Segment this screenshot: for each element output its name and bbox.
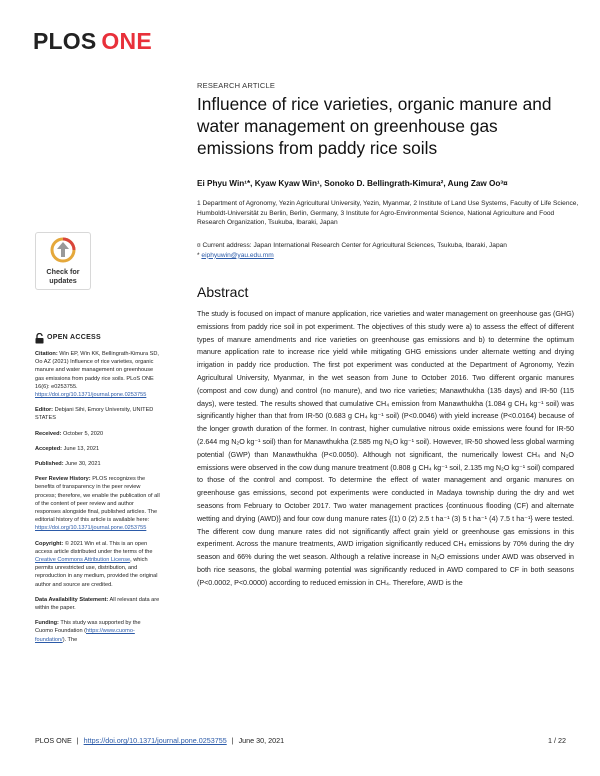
abstract-text: The study is focused on impact of manure application, rice varieties and water management on greenhouse gas (GHG) emissions from paddy rice soil in pot experiment. The objectives of this study were a) to assess the effect of different types of manure amendments and rice varieties on greenhouse gas emissions and b) to determine the optimum manure application rate to increase rice yield while mitigating GHG emissions under alternate wetting and drying irrigation in paddy rice production. The first pot experiment was conducted at the Department of Agronomy, Yezin Agricultural University, Myanmar, in the wet season from June to October 2016. Two different organic manures (compost and cow dung) and control (no manure), and two rice varieties; Manawthukha (135 days) and IR-50 (115 days), were tested. The results showed that cumulative CH₄ emission from Manawthukha (1.084 g CH₄ kg⁻¹ soil) was significantly higher than that from IR-50 (0.683 g CH₄ kg⁻¹ soil) (P<0.0046) with yield increase (P<0.0164) because of the longer growth duration of the former. In contrast, higher cumulative nitrous oxide emissions were found for IR-50 (2.644 mg N₂O kg⁻¹ soil) than for Manawthukha (2.585 mg N₂O kg⁻¹ soil). However, IR-50 showed less global warming potential (GWP) than Manawthukha (P<0.0050). Although not significant, the numerically lowest CH₄ and N₂O emissions were observed in the cow dung manure treatment (0.808 g CH₄ kg⁻¹ soil, 2.135 mg N₂O kg⁻¹ soil) compared to those of the control and compost. To determine the effect of water management and organic manures on greenhouse gas emissions, second pot experiments were conducted in Madaya township during the dry and wet seasons from February to October 2017. Two water management practices {continuous flooding (CF) and alternate wetting and drying (AWD)} and four cow dung manure rates {(1) 0 (2) 2.5 t ha⁻¹ (3) 5 t ha⁻¹ (4) 7.5 t ha⁻¹} were tested. The different cow dung manure rates did not significantly affect grain yield or greenhouse gas emissions in this experiment. Across the manure treatments, AWD irrigation significantly reduced CH₄ emissions by 70% during the dry season and 66% during the wet season. Although a relative increase in N₂O emissions under AWD was observed in both rice seasons, the global warming potential was significantly reduced in AWD compared to CF in both seasons (P<0.0002, P<0.0000) according to reduced emission in CH₄. Therefore, AWD is the [197, 310, 574, 587]
citation-text: Win EP, Win KK, Bellingrath-Kimura SD, Oo AZ (2021) Influence of rice varieties, organic manure and water management on greenhouse gas emissions from paddy rice soils. PLoS ONE 16(6): e0253755. [35, 351, 159, 390]
editor-block [35, 406, 160, 422]
open-access-row [35, 333, 160, 344]
received-label: Received: [35, 430, 62, 437]
article-type: RESEARCH ARTICLE [197, 81, 276, 90]
current-address [197, 241, 582, 260]
abstract-heading: Abstract [197, 284, 249, 300]
received-date: October 5, 2020 [63, 430, 104, 437]
author-list[interactable]: Ei Phyu Win¹*, Kyaw Kyaw Win¹, Sonoko D. Bellingrath-Kimura², Aung Zaw Oo³¤ [197, 179, 508, 188]
accepted-label: Accepted: [35, 445, 63, 452]
peer-review-label: Peer Review History: [35, 476, 91, 483]
received-block [35, 430, 160, 438]
journal-logo [33, 28, 152, 55]
citation-label: Citation: [35, 351, 58, 357]
footer-doi-link[interactable]: https://doi.org/10.1371/journal.pone.0253755 [83, 736, 227, 745]
license-link[interactable]: Creative Commons Attribution License [35, 557, 131, 564]
affiliations: 1 Department of Agronomy, Yezin Agricultural University, Yezin, Myanmar, 2 Institute of Land Use Systems, Faculty of Life Science, Humboldt-Universität zu Berlin, Berlin, Germany, 3 Institute for Agro-Environmental Science, National Agriculture and Food Research Organization, Tsukuba, Ibaraki, Japan [197, 200, 579, 227]
accepted-block [35, 445, 160, 453]
page-footer [35, 736, 566, 745]
footer-separator-2: | [231, 736, 234, 745]
peer-review-text: PLOS recognizes the benefits of transparency in the peer review process; therefore, we enable the publication of all of the content of peer review and author responses alongside final, published articles. The editorial history of this article is available here: [35, 476, 160, 524]
footer-separator: | [76, 736, 79, 745]
funding-link[interactable]: https://www.cuomo-foundation/ [35, 628, 135, 643]
published-label: Published: [35, 461, 64, 468]
editor-text: Debjani Sihi, Emory University, UNITED STATES [35, 407, 154, 422]
editor-label: Editor: [35, 407, 54, 414]
peer-review-block [35, 475, 160, 532]
published-date: June 30, 2021 [65, 461, 101, 468]
check-updates-label-1: Check for [46, 267, 80, 276]
copyright-text-2: , which permits unrestricted use, distribution, and reproduction in any medium, provided the original author and source are credited. [35, 557, 158, 588]
corresponding-email-row: * eiphyuwin@yau.edu.mm [197, 251, 274, 259]
footer-date: June 30, 2021 [238, 736, 285, 745]
data-availability-text: All relevant data are within the paper. [35, 596, 160, 612]
funding-label: Funding: [35, 620, 59, 627]
funding-text-2: ). The [62, 636, 78, 643]
citation-block [35, 350, 160, 399]
published-block [35, 460, 160, 468]
check-updates-label-2: updates [49, 275, 77, 285]
check-updates-icon [50, 237, 76, 263]
citation-link[interactable]: https://doi.org/10.1371/journal.pone.0253755 [35, 392, 147, 399]
logo-plos: PLOS [33, 28, 97, 54]
data-availability-label: Data Availability Statement: [35, 596, 109, 603]
article-info-sidebar [35, 333, 160, 651]
funding-text-1: This study was supported by the Cuomo Foundation ( [35, 620, 141, 635]
current-address-text: ¤ Current address: Japan International Research Center for Agricultural Sciences, Tsukuba, Ibaraki, Japan [197, 242, 507, 249]
page-number: 1 / 22 [548, 736, 566, 745]
copyright-text-1: © 2021 Win et al. This is an open access article distributed under the terms of the [35, 540, 153, 555]
funding-block [35, 619, 160, 644]
footer-left [35, 736, 287, 745]
open-access-label: OPEN ACCESS [47, 334, 101, 342]
peer-review-link[interactable]: https://doi.org/10.1371/journal.pone.0253755 [35, 525, 147, 532]
copyright-block [35, 540, 160, 589]
article-title: Influence of rice varieties, organic manure and water management on greenhouse gas emissions from paddy rice soils [197, 94, 552, 158]
open-lock-icon [35, 333, 44, 344]
footer-journal: PLOS ONE [35, 736, 72, 745]
email-link[interactable]: eiphyuwin@yau.edu.mm [201, 251, 274, 259]
data-availability-block [35, 596, 160, 612]
copyright-label: Copyright: [35, 540, 64, 547]
logo-one: ONE [101, 28, 152, 54]
accepted-date: June 13, 2021 [63, 445, 100, 452]
check-for-updates-badge[interactable] [35, 232, 91, 290]
